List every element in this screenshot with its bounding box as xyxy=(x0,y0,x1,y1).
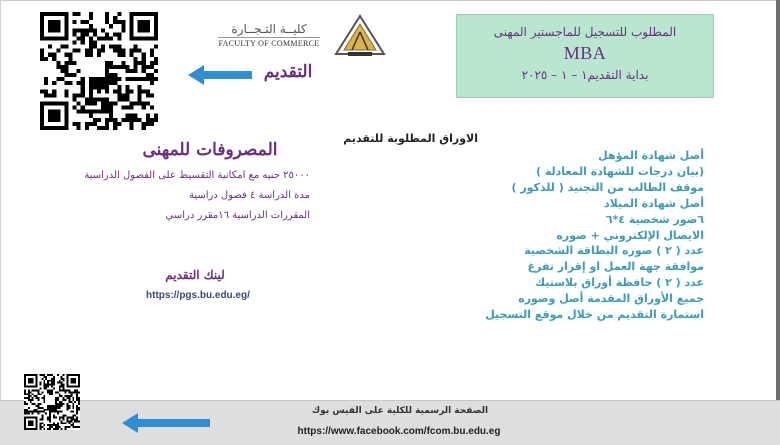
scrollbar[interactable] xyxy=(776,0,780,444)
list-item: أصل شهادة الميلاد xyxy=(604,196,704,210)
mba-requirements-title: المطلوب للتسجيل للماجستير المهنى xyxy=(493,25,677,39)
faculty-name-en: FACULTY OF COMMERCE xyxy=(218,39,320,48)
facebook-page-label: الصفحة الرسمية للكلية على الفيس بوك xyxy=(311,406,489,416)
list-item: جميع الأوراق المقدمة أصل وصوره xyxy=(518,292,704,306)
list-item: عدد ( ٢ ) حافظة أوراق بلاستيك xyxy=(535,276,704,290)
apply-link-title: لينك التقديم xyxy=(165,268,225,282)
arrow-left-icon xyxy=(122,412,212,434)
apply-start-date: بداية التقديم١ – ١ – ٢٠٢٥ xyxy=(521,68,649,82)
faculty-logo xyxy=(210,22,328,52)
list-item: ٦صور شخصية ٤*٦ xyxy=(605,212,704,226)
list-item: الايصال الإلكتروني + صوره xyxy=(556,228,704,242)
list-item: أصل شهادة المؤهل xyxy=(598,149,704,162)
list-item: موقف الطالب من التجنيد ( للذكور ) xyxy=(511,180,704,194)
apply-label: التقديم xyxy=(263,62,313,82)
fees-title: المصروفات للمهنى xyxy=(142,140,278,160)
mba-header-box xyxy=(456,14,714,98)
qr-code-icon xyxy=(40,12,158,130)
university-emblem-icon xyxy=(334,14,386,58)
mba-title: MBA xyxy=(563,43,607,63)
required-docs-list xyxy=(485,148,704,323)
list-item: عدد ( ٢ ) صوره البطاقة الشخصية xyxy=(524,244,704,258)
logo-divider xyxy=(218,37,320,38)
apply-link-url[interactable]: https://pgs.bu.edu.eg/ xyxy=(146,290,250,301)
faculty-name-ar: كليــة التـجــارة xyxy=(231,22,307,36)
list-item: موافقة جهة العمل او إقرار تفرغ xyxy=(527,260,704,274)
list-item: (بيان درجات للشهادة المعادلة ) xyxy=(535,164,704,178)
qr-code-icon xyxy=(24,374,80,430)
required-docs-heading: الاوراق المطلوبة للتقديم xyxy=(343,132,478,145)
fees-amount: ٢٥٠٠٠ جنيه مع امكانية التقسيط على الفصول الدراسية xyxy=(84,170,310,181)
study-duration: مدة الدراسة ٤ فصول دراسية xyxy=(188,190,310,201)
facebook-page-url[interactable]: https://www.facebook.com/fcom.bu.edu.eg xyxy=(297,426,501,437)
qr-code-bottom xyxy=(24,374,80,430)
list-item: استمارة التقديم من خلال موقع التسجيل xyxy=(485,308,704,322)
qr-code-top xyxy=(40,12,158,130)
course-count: المقررات الدراسية ١٦مقرر دراسي xyxy=(165,210,310,221)
